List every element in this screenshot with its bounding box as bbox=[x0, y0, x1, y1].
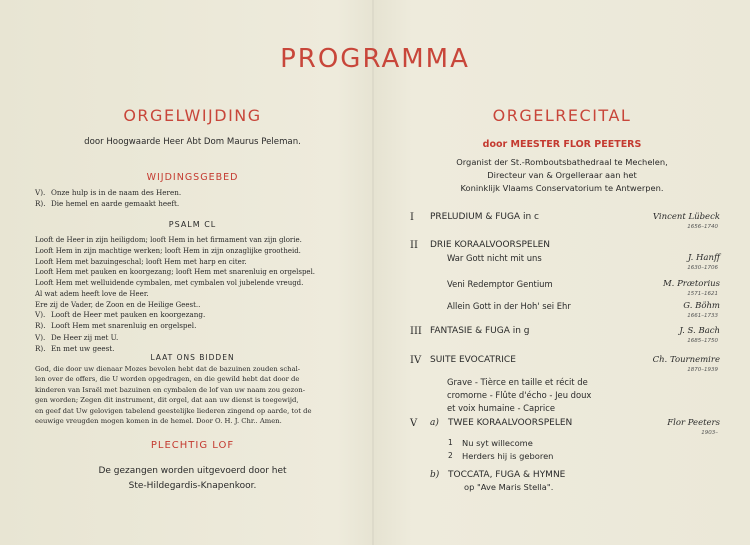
prayer-line: en geef dat Uw gelovigen tabelend geestelijke liederen zingend op aarde, tot de bbox=[35, 406, 312, 415]
psalm-line: Ere zij de Vader, de Zoon en de Heilige Geest.. bbox=[35, 300, 201, 309]
item-title: PRELUDIUM & FUGA in c bbox=[430, 212, 539, 222]
item-number: II bbox=[410, 240, 418, 251]
prayer-line: len over de offers, die U worden opgedragen, en die gewild hebt dat door de bbox=[35, 375, 300, 384]
item-title: SUITE EVOCATRICE bbox=[430, 355, 516, 365]
psalm-line: Looft Hem met pauken en koorgezang; looft Hem met snarenluig en orgelspel. bbox=[35, 268, 316, 277]
item-title: TWEE KORAALVOORSPELEN bbox=[448, 418, 573, 428]
item-title: TOCCATA, FUGA & HYMNE bbox=[448, 470, 566, 480]
composer: J. Hanff bbox=[687, 253, 720, 263]
part-label: b) bbox=[430, 470, 440, 480]
response-line: V). Looft de Heer met pauken en koorgezang. bbox=[35, 310, 206, 319]
composer: Ch. Tournemire bbox=[652, 355, 720, 365]
sub-number: 1 bbox=[448, 438, 453, 447]
choir-line-1: De gezangen worden uitgevoerd door het bbox=[98, 466, 287, 476]
program-item-4 bbox=[392, 355, 732, 415]
composer-years: 1685–1750 bbox=[687, 338, 718, 344]
item-title: FANTASIE & FUGA in g bbox=[430, 326, 530, 336]
prayer-line: God, die door uw dienaar Mozes bevolen hebt dat de bazuinen zouden schal- bbox=[35, 365, 301, 373]
psalm-line: Al wat adem heeft love de Heer. bbox=[35, 289, 149, 298]
page-title: PROGRAMMA bbox=[280, 44, 470, 74]
sub-piece: Nu syt willecome bbox=[462, 438, 533, 448]
composer-years: 1903– bbox=[701, 430, 718, 436]
prayer-line: gen worden; Zegen dit instrument, dit orgel, dat aan uw dienst is toegewijd, bbox=[35, 396, 299, 405]
item-number: V bbox=[410, 418, 418, 429]
right-column bbox=[392, 0, 732, 545]
performer-desc-3: Koninklijk Vlaams Conservatorium te Antwerpen. bbox=[460, 183, 664, 193]
composer-years: 1656–1740 bbox=[687, 224, 718, 230]
psalm-responses bbox=[35, 309, 355, 331]
movement-list: Grave - Tièrce en taille et récit de bbox=[447, 377, 588, 387]
part-label: a) bbox=[430, 418, 439, 428]
response-line: R). Looft Hem met snarenluig en orgelspel. bbox=[35, 321, 197, 330]
page-fold bbox=[372, 0, 374, 545]
response-line: V). De Heer zij met U. bbox=[35, 333, 119, 342]
prayer-responses bbox=[35, 187, 355, 209]
sub-piece: Herders hij is geboren bbox=[462, 451, 554, 461]
program-item-2 bbox=[392, 240, 732, 320]
item-number: I bbox=[410, 212, 414, 223]
left-heading: ORGELWIJDING bbox=[123, 106, 262, 125]
psalm-heading: PSALM CL bbox=[168, 220, 217, 229]
program-item-5 bbox=[392, 418, 732, 498]
composer-years: 1571–1621 bbox=[687, 291, 718, 297]
sub-number: 2 bbox=[448, 451, 453, 460]
psalm-line: Looft Hem met bazuingeschal; looft Hem met harp en citer. bbox=[35, 257, 247, 266]
sub-piece: War Gott nicht mit uns bbox=[447, 253, 542, 263]
item-subtitle: op "Ave Maris Stella". bbox=[464, 482, 554, 492]
program-item-3 bbox=[392, 326, 732, 348]
composer-years: 1870–1939 bbox=[687, 367, 718, 373]
performer: door MEESTER FLOR PEETERS bbox=[482, 139, 642, 150]
program-item-1 bbox=[392, 212, 732, 234]
movement-list: et voix humaine - Caprice bbox=[447, 403, 555, 413]
greeting-responses bbox=[35, 332, 355, 354]
item-number: IV bbox=[410, 355, 422, 366]
composer-years: 1630–1706 bbox=[687, 265, 718, 271]
byline: door Hoogwaarde Heer Abt Dom Maurus Peleman. bbox=[84, 137, 301, 147]
prayer-line: kinderen van Israël met bazuinen en cymbalen de lof van uw naam zou gezon- bbox=[35, 385, 306, 394]
composer-years: 1661–1733 bbox=[687, 313, 718, 319]
lof-heading: PLECHTIG LOF bbox=[150, 440, 235, 451]
sub-piece: Allein Gott in der Hoh' sei Ehr bbox=[447, 301, 571, 311]
prayer2-text bbox=[35, 364, 360, 426]
composer: G. Böhm bbox=[683, 301, 720, 311]
response-line: V). Onze hulp is in de naam des Heren. bbox=[35, 188, 182, 197]
composer: M. Prætorius bbox=[662, 279, 720, 289]
psalm-text bbox=[35, 235, 360, 311]
psalm-line: Looft Hem met welluidende cymbalen, met cymbalen vol jubelende vreugd. bbox=[35, 279, 304, 288]
psalm-line: Looft de Heer in zijn heiligdom; looft Hem in het firmament van zijn glorie. bbox=[35, 236, 302, 244]
prayer-heading: WIJDINGSGEBED bbox=[146, 172, 239, 183]
prayer2-heading: LAAT ONS BIDDEN bbox=[150, 353, 235, 362]
prayer-line: eeuwige vreugden mogen komen in de hemel. Door O. H. J. Chr.. Amen. bbox=[35, 417, 282, 426]
composer: Flor Peeters bbox=[667, 418, 720, 428]
item-number: III bbox=[410, 326, 422, 337]
performer-desc-1: Organist der St.-Romboutsbathedraal te Mechelen, bbox=[456, 157, 668, 167]
psalm-line: Looft Hem in zijn machtige werken; looft Hem in zijn onzaglijke grootheid. bbox=[35, 246, 301, 255]
response-line: R). En met uw geest. bbox=[35, 344, 115, 353]
left-column bbox=[25, 0, 360, 545]
performer-desc-2: Directeur van & Orgelleraar aan het bbox=[487, 170, 637, 180]
sub-piece: Veni Redemptor Gentium bbox=[447, 279, 553, 289]
item-title: DRIE KORAALVOORSPELEN bbox=[430, 240, 551, 250]
response-line: R). Die hemel en aarde gemaakt heeft. bbox=[35, 199, 180, 208]
right-heading: ORGELRECITAL bbox=[492, 106, 632, 125]
movement-list: cromorne - Flûte d'écho - Jeu doux bbox=[447, 390, 592, 400]
composer: J. S. Bach bbox=[679, 326, 720, 336]
composer: Vincent Lübeck bbox=[652, 212, 720, 222]
choir-line-2: Ste-Hildegardis-Knapenkoor. bbox=[128, 481, 257, 491]
